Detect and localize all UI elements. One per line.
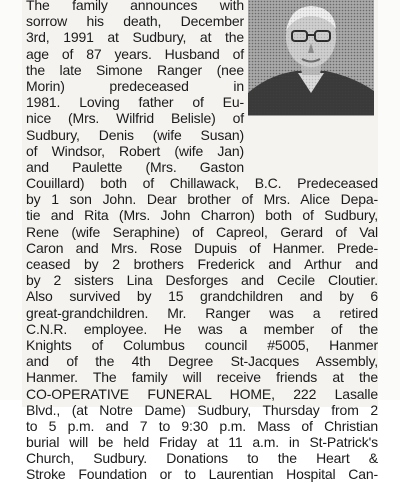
obituary-line: the late Simone Ranger (nee — [26, 61, 244, 78]
obituary-line: age of 87 years. Husband of — [26, 45, 244, 62]
obituary-line: by 1 son John. Dear brother of Mrs. Alice Depa- — [26, 191, 378, 208]
obituary-line: of Windsor, Robert (wife Jan) — [26, 142, 244, 159]
obituary-line: Knights of Columbus council #5005, Hanmer — [26, 336, 378, 353]
obituary-line: Morin) predeceased in — [26, 77, 244, 94]
obituary-line: C.N.R. employee. He was a member of the — [26, 320, 378, 337]
obituary-line: and of the 4th Degree St-Jacques Assembly, — [26, 353, 378, 370]
obituary-line: Also survived by 15 grandchildren and by 6 — [26, 288, 378, 305]
obituary-line: nice (Mrs. Wilfrid Belisle) of — [26, 110, 244, 127]
obituary-line: Hanmer. The family will receive friends at the — [26, 369, 378, 386]
obituary-line: 1981. Loving father of Eu- — [26, 94, 244, 111]
obituary-line: Church, Sudbury. Donations to the Heart & — [26, 450, 378, 467]
obituary-line: to 5 p.m. and 7 to 9:30 p.m. Mass of Christian — [26, 417, 378, 434]
obituary-line: Sudbury, Denis (wife Susan) — [26, 126, 244, 143]
obituary-text — [26, 0, 378, 483]
newspaper-clipping — [22, 0, 378, 483]
obituary-line: great-grandchildren. Mr. Ranger was a retired — [26, 304, 378, 321]
obituary-line: burial will be held Friday at 11 a.m. in St-Patrick's — [26, 434, 378, 451]
obituary-line: and Paulette (Mrs. Gaston — [26, 158, 244, 175]
obituary-line: Stroke Foundation or to Laurentian Hospital Can- — [26, 466, 378, 483]
obituary-line: The family announces with — [26, 0, 244, 13]
obituary-line: Couillard) both of Chillawack, B.C. Predeceased — [26, 175, 378, 192]
obituary-line: sorrow his death, December — [26, 13, 244, 30]
obituary-line: CO-OPERATIVE FUNERAL HOME, 222 Lasalle — [26, 385, 378, 402]
obituary-line: by 2 sisters Lina Desforges and Cecile Cloutier. — [26, 272, 378, 289]
obituary-line: Blvd., (at Notre Dame) Sudbury, Thursday from 2 — [26, 401, 378, 418]
obituary-line: Caron and Mrs. Rose Dupuis of Hanmer. Prede- — [26, 239, 378, 256]
obituary-line: Rene (wife Seraphine) of Capreol, Gerard of Val — [26, 223, 378, 240]
obituary-line: 3rd, 1991 at Sudbury, at the — [26, 29, 244, 46]
obituary-line: ceased by 2 brothers Frederick and Arthur and — [26, 256, 378, 272]
obituary-line: tie and Rita (Mrs. John Charron) both of Sudbury, — [26, 207, 378, 224]
